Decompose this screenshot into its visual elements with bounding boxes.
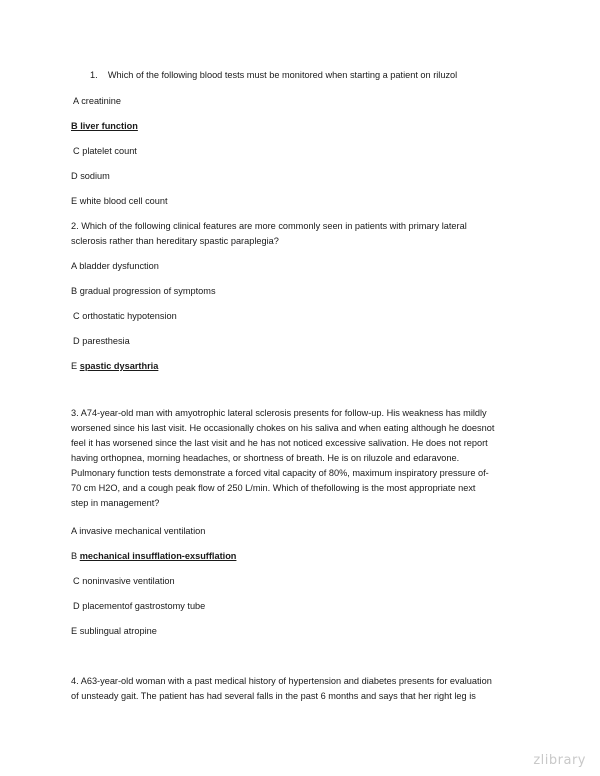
q2-stem-line: 2. Which of the following clinical features are more commonly seen in patients with primary lateral	[71, 221, 467, 231]
q3-stem-line: step in management?	[71, 498, 160, 508]
q1-option-b-answer: B liver function	[71, 121, 138, 131]
q2-option-b: B gradual progression of symptoms	[71, 286, 216, 296]
q3-stem-line: having orthopnea, morning headaches, or shortness of breath. He is on riluzole and edaravone.	[71, 453, 460, 463]
q3-option-d: D placementof gastrostomy tube	[73, 601, 206, 611]
question-number: 1.	[90, 70, 98, 80]
q2-option-d: D paresthesia	[73, 336, 130, 346]
q3-stem-line: worsened since his last visit. He occasionally chokes on his saliva and when eating although he doesnot	[71, 423, 495, 433]
q3-option-e: E sublingual atropine	[71, 626, 157, 636]
q1-option-e: E white blood cell count	[71, 196, 168, 206]
question-1-stem	[90, 70, 457, 81]
q2-option-e-answer: E spastic dysarthria	[71, 361, 159, 371]
q3-stem-line: 70 cm H2O, and a cough peak flow of 250 L/min. Which of thefollowing is the most appropriate next	[71, 483, 476, 493]
q3-option-a: A invasive mechanical ventilation	[71, 526, 206, 536]
q1-option-a: A creatinine	[73, 96, 122, 106]
zlibrary-watermark: zlibrary	[533, 753, 586, 768]
q3-stem-line: 3. A74-year-old man with amyotrophic lateral sclerosis presents for follow-up. His weakness has mildly	[71, 408, 487, 418]
q2-stem-line: sclerosis rather than hereditary spastic paraplegia?	[71, 236, 279, 246]
q2-option-c: C orthostatic hypotension	[73, 311, 177, 321]
q3-option-b-answer: B mechanical insufflation-exsufflation	[71, 551, 237, 561]
question-text: Which of the following blood tests must be monitored when starting a patient on riluzol	[107, 70, 458, 80]
q2-option-a: A bladder dysfunction	[71, 261, 159, 271]
q3-stem-line: feel it has worsened since the last visit and he has not noticed excessive salivation. He does not report	[71, 438, 488, 448]
q4-stem-line: of unsteady gait. The patient has had several falls in the past 6 months and says that her right leg is	[71, 691, 476, 701]
q1-option-d: D sodium	[71, 171, 110, 181]
q1-option-c: C platelet count	[73, 146, 137, 156]
q3-option-c: C noninvasive ventilation	[73, 576, 175, 586]
q4-stem-line: 4. A63-year-old woman with a past medical history of hypertension and diabetes presents for evaluation	[71, 676, 492, 686]
q3-stem-line: Pulmonary function tests demonstrate a forced vital capacity of 80%, maximum inspiratory pressure of-	[71, 468, 489, 478]
